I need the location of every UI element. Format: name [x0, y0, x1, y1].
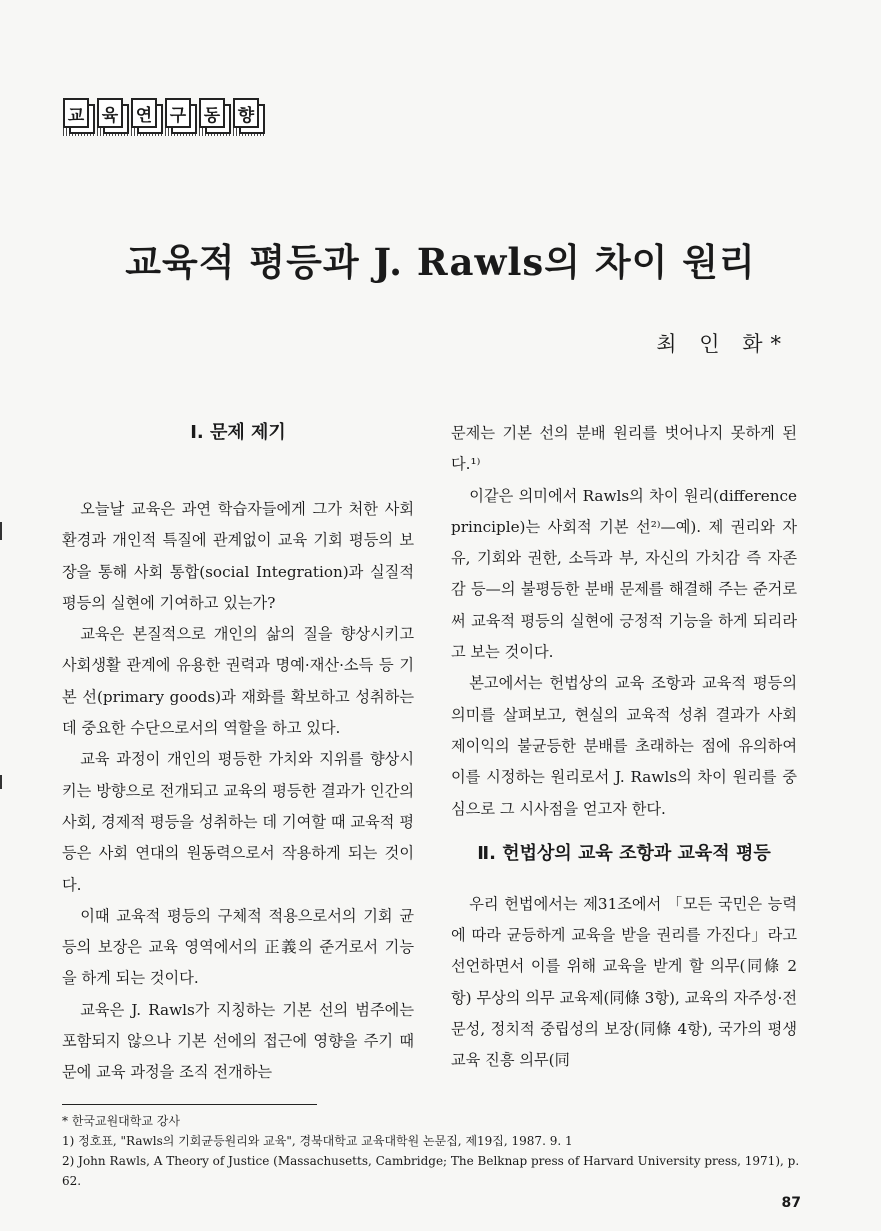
paragraph: 이때 교육적 평등의 구체적 적용으로서의 기회 균등의 보장은 교육 영역에서의 正義의 준거로서 기능을 하게 되는 것이다.: [62, 906, 414, 988]
margin-mark: [0, 522, 2, 540]
article-title: 교육적 평등과 J. Rawls의 차이 원리: [125, 240, 756, 284]
label-box: 연: [131, 98, 163, 136]
paragraph: 교육 과정이 개인의 평등한 가치와 지위를 향상시키는 방향으로 전개되고 교육의 평등한 결과가 인간의 사회, 경제적 평등을 성취하는 데 기여할 때 교육적 평등은 사회 연대의 원동력으로서 작용하게 되는 것이다.: [62, 750, 414, 894]
paragraph: 교육은 J. Rawls가 지칭하는 기본 선의 범주에는 포함되지 않으나 기본 선에의 접근에 영향을 주기 때문에 교육 과정을 조직 전개하는: [62, 1000, 414, 1082]
paragraph: 우리 헌법에서는 제31조에서 「모든 국민은 능력에 따라 균등하게 교육을 받을 권리를 가진다」라고 선언하면서 이를 위해 교육을 받게 할 의무(同條 2항) 무상의 의무 교육제(同條 3항), 교육의 자주성·전문성, 정치적 중립성의 보장(同條 4항), 국가의 평생교육 진흥 의무(同: [451, 894, 797, 1070]
label-box: 교: [63, 98, 95, 136]
paragraph-continuation: 문제는 기본 선의 분배 원리를 벗어나지 못하게 된다.¹⁾: [451, 424, 797, 474]
page-number: 87: [781, 1195, 801, 1211]
section-heading: Ⅱ. 헌법상의 교육 조항과 교육적 평등: [477, 842, 771, 864]
label-box: 동: [199, 98, 231, 136]
paragraph: 이같은 의미에서 Rawls의 차이 원리(difference principle)는 사회적 기본 선²⁾—예). 제 권리와 자유, 기회와 권한, 소득과 부, 자신의 가치감 즉 자존감 등—의 불평등한 분배 문제를 해결해 주는 준거로써 교육적 평등의 실현에 긍정적 기능을 하게 되리라고 보는 것이다.: [451, 486, 797, 662]
label-box: 육: [97, 98, 129, 136]
section-heading: Ⅰ. 문제 제기: [190, 422, 286, 443]
label-box: 구: [165, 98, 197, 136]
section-label-boxes: [63, 98, 265, 136]
label-box: 향: [233, 98, 265, 136]
paragraph: 오늘날 교육은 과연 학습자들에게 그가 처한 사회 환경과 개인적 특질에 관계없이 교육 기회 평등의 보장을 통해 사회 통합(social Integration)과 실질적 평등의 실현에 기여하고 있는가?: [62, 500, 414, 612]
footnote: 2) John Rawls, A Theory of Justice (Massachusetts, Cambridge; The Belknap press of Harvard University press, 1971), p. 62.: [62, 1154, 800, 1188]
margin-mark: [0, 775, 2, 789]
left-column: [62, 418, 414, 1089]
footnotes: [62, 1104, 802, 1191]
footnote: 1) 정호표, "Rawls의 기회균등원리와 교육", 경북대학교 교육대학원 논문집, 제19집, 1987. 9. 1: [62, 1134, 573, 1148]
author-name: 최 인 화*: [656, 332, 789, 356]
footnote: * 한국교원대학교 강사: [62, 1114, 180, 1128]
spacer: [62, 464, 414, 494]
paragraph: 본고에서는 헌법상의 교육 조항과 교육적 평등의 의미를 살펴보고, 현실의 교육적 성취 결과가 사회 제이익의 불균등한 분배를 초래하는 점에 유의하여 이를 시정하는 원리로서 J. Rawls의 차이 원리를 중심으로 그 시사점을 얻고자 한다.: [451, 674, 797, 818]
footnote-rule: [62, 1104, 317, 1105]
paragraph: 교육은 본질적으로 개인의 삶의 질을 향상시키고 사회생활 관계에 유용한 권력과 명예·재산·소득 등 기본 선(primary goods)과 재화를 확보하고 성취하는 데 중요한 수단으로서의 역할을 하고 있다.: [62, 625, 414, 738]
right-column: [451, 418, 797, 1077]
